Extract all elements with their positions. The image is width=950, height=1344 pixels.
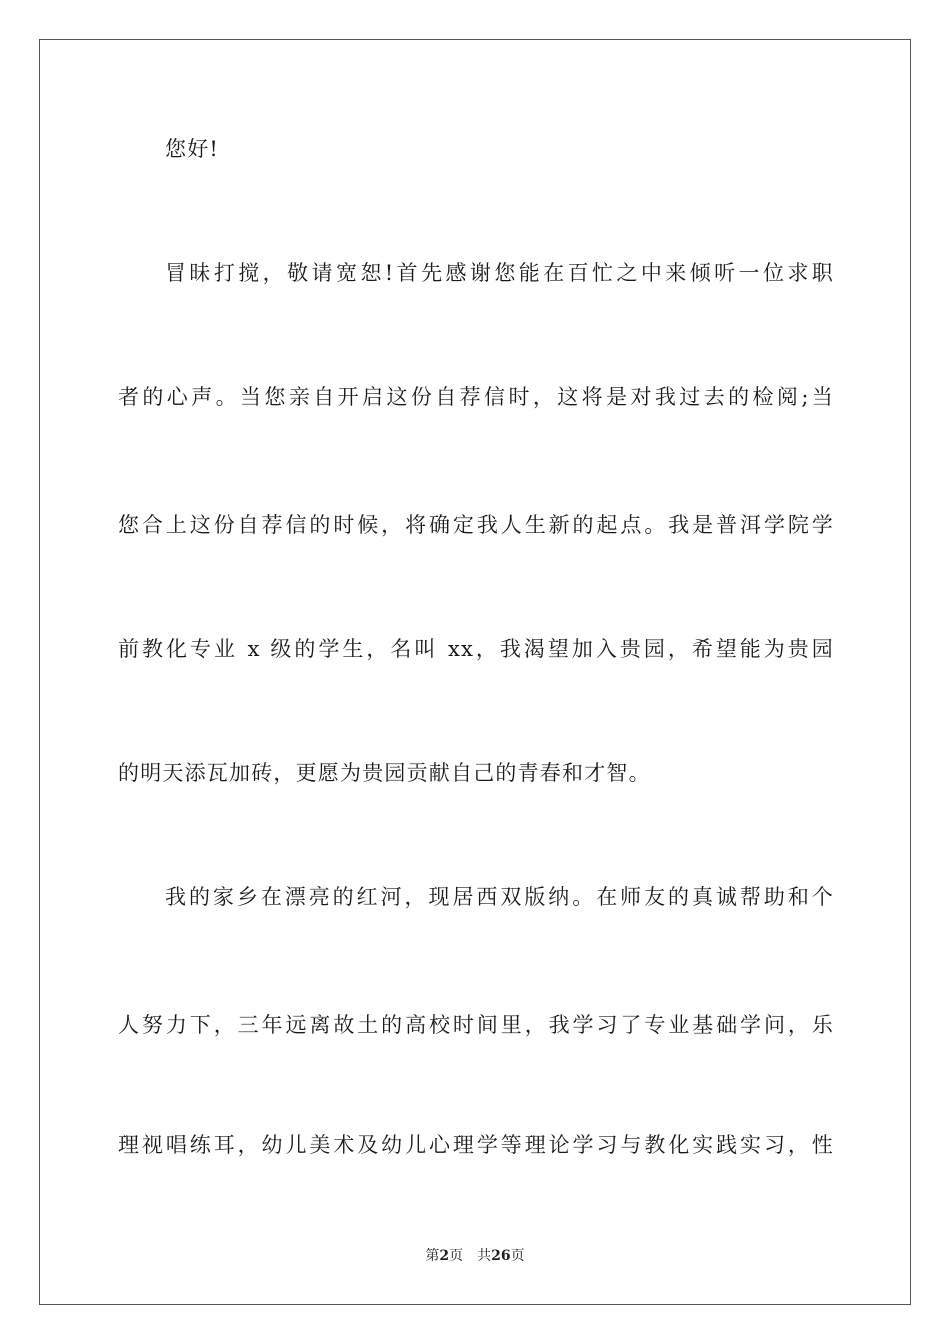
paragraph-1-line-3: 您合上这份自荐信的时候，将确定我人生新的起点。我是普洱学院学: [118, 513, 834, 537]
current-page-number: 2: [439, 1248, 450, 1264]
page-suffix: 页: [449, 1248, 464, 1264]
paragraph-2-line-3: 理视唱练耳，幼儿美术及幼儿心理学等理论学习与教化实践实习，性: [118, 1133, 834, 1157]
paragraph-1-line-4: 前教化专业 x 级的学生，名叫 xx，我渴望加入贵园，希望能为贵园: [118, 637, 834, 661]
paragraph-1-line-2: 者的心声。当您亲自开启这份自荐信时，这将是对我过去的检阅;当: [118, 385, 834, 409]
paragraph-2-line-1: 我的家乡在漂亮的红河，现居西双版纳。在师友的真诚帮助和个: [165, 885, 834, 909]
greeting-line: 您好!: [165, 137, 220, 161]
total-prefix: 共: [477, 1248, 492, 1264]
page-footer: [0, 1246, 950, 1266]
total-pages-number: 26: [491, 1248, 511, 1264]
page-prefix: 第: [425, 1248, 440, 1264]
paragraph-2-line-2: 人努力下，三年远离故土的高校时间里，我学习了专业基础学问，乐: [118, 1013, 834, 1037]
paragraph-1-line-1: 冒昧打搅，敬请宽恕!首先感谢您能在百忙之中来倾听一位求职: [165, 261, 834, 285]
page-border: [39, 39, 911, 1305]
total-suffix: 页: [510, 1248, 525, 1264]
paragraph-1-line-5: 的明天添瓦加砖，更愿为贵园贡献自己的青春和才智。: [118, 761, 651, 785]
